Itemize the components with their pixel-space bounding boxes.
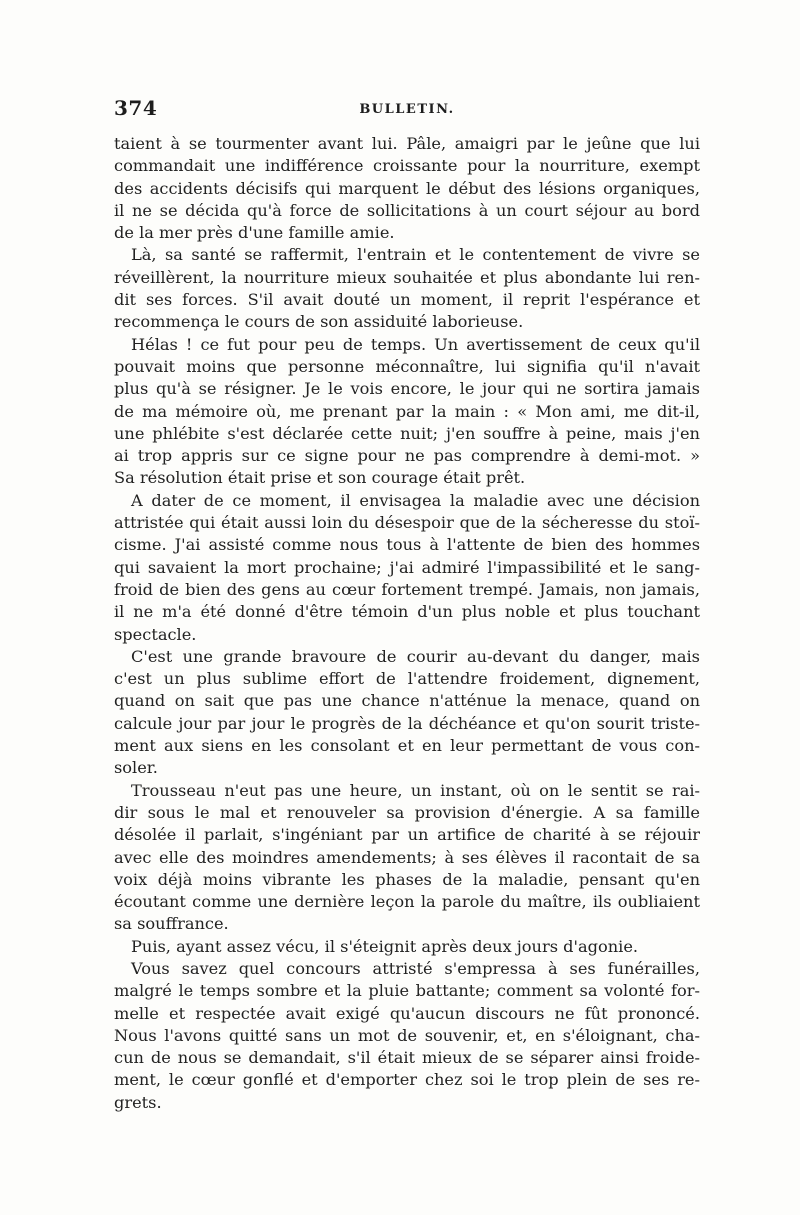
paragraph: [114, 133, 700, 244]
text-line: melle et respectée avait exigé qu'aucun discours ne fût prononcé.: [114, 1003, 700, 1023]
text-line: dir sous le mal et renouveler sa provision d'énergie. A sa famille: [114, 802, 700, 822]
text-line: cisme. J'ai assisté comme nous tous à l'attente de bien des hommes: [114, 535, 700, 555]
text-line: Vous savez quel concours attristé s'empressa à ses funérailles,: [131, 958, 700, 978]
paragraph: [114, 334, 700, 490]
paragraph: [114, 646, 700, 780]
text-line: Trousseau n'eut pas une heure, un instant, où on le sentit se rai-: [131, 780, 700, 800]
text-line: froid de bien des gens au cœur fortement trempé. Jamais, non jamais,: [114, 579, 700, 599]
text-line: Nous l'avons quitté sans un mot de souvenir, et, en s'éloignant, cha-: [114, 1025, 700, 1045]
text-line: une phlébite s'est déclarée cette nuit; j'en souffre à peine, mais j'en: [114, 423, 700, 443]
paragraph: [114, 490, 700, 646]
text-line: taient à se tourmenter avant lui. Pâle, amaigri par le jeûne que lui: [114, 134, 700, 153]
paragraph: [114, 936, 700, 958]
text-line: désolée il parlait, s'ingéniant par un artifice de charité à se réjouir: [114, 825, 700, 845]
text-line: réveillèrent, la nourriture mieux souhaitée et plus abondante lui ren-: [114, 267, 700, 287]
text-line: ai trop appris sur ce signe pour ne pas comprendre à demi-mot. »: [114, 446, 700, 466]
running-title: BULLETIN.: [359, 102, 455, 117]
text-line: qui savaient la mort prochaine; j'ai admiré l'impassibilité et le sang-: [114, 557, 700, 577]
text-line: C'est une grande bravoure de courir au-devant du danger, mais: [131, 646, 700, 666]
text-line: cun de nous se demandait, s'il était mieux de se séparer ainsi froide-: [114, 1048, 700, 1068]
body-text: [114, 133, 700, 1114]
text-line: des accidents décisifs qui marquent le début des lésions organiques,: [114, 178, 700, 198]
text-line: dit ses forces. S'il avait douté un moment, il reprit l'espérance et: [114, 290, 700, 310]
page-number: 374: [114, 96, 158, 120]
text-line: commandait une indifférence croissante pour la nourriture, exempt: [114, 156, 700, 176]
text-line: de la mer près d'une famille amie.: [114, 223, 395, 243]
paragraph: [114, 244, 700, 333]
text-line: avec elle des moindres amendements; à ses élèves il racontait de sa: [114, 847, 700, 867]
paragraph: [114, 780, 700, 936]
text-line: il ne se décida qu'à force de sollicitations à un court séjour au bord: [114, 200, 700, 220]
text-line: Là, sa santé se raffermit, l'entrain et le contentement de vivre se: [131, 245, 700, 265]
text-line: Hélas ! ce fut pour peu de temps. Un avertissement de ceux qu'il: [131, 334, 700, 354]
page-header: [114, 96, 700, 126]
text-line: spectacle.: [114, 624, 197, 644]
text-line: c'est un plus sublime effort de l'attendre froidement, dignement,: [114, 669, 700, 689]
text-line: grets.: [114, 1092, 162, 1112]
text-line: il ne m'a été donné d'être témoin d'un plus noble et plus touchant: [114, 602, 700, 622]
text-line: Puis, ayant assez vécu, il s'éteignit après deux jours d'agonie.: [131, 936, 639, 956]
text-line: recommença le cours de son assiduité laborieuse.: [114, 312, 524, 332]
text-line: sa souffrance.: [114, 914, 229, 934]
text-line: attristée qui était aussi loin du désespoir que de la sécheresse du stoï-: [114, 513, 700, 533]
text-line: A dater de ce moment, il envisagea la maladie avec une décision: [131, 490, 700, 510]
text-line: ment, le cœur gonflé et d'emporter chez soi le trop plein de ses re-: [114, 1070, 700, 1090]
text-line: soler.: [114, 758, 158, 778]
text-line: malgré le temps sombre et la pluie battante; comment sa volonté for-: [114, 981, 700, 1001]
text-line: ment aux siens en les consolant et en leur permettant de vous con-: [114, 736, 700, 756]
text-line: Sa résolution était prise et son courage était prêt.: [114, 468, 526, 488]
paragraph: [114, 958, 700, 1114]
text-line: calcule jour par jour le progrès de la déchéance et qu'on sourit triste-: [114, 713, 700, 733]
text-line: quand on sait que pas une chance n'atténue la menace, quand on: [114, 691, 700, 711]
text-line: écoutant comme une dernière leçon la parole du maître, ils oubliaient: [114, 892, 700, 912]
text-line: pouvait moins que personne méconnaître, lui signifia qu'il n'avait: [114, 356, 700, 376]
text-line: plus qu'à se résigner. Je le vois encore, le jour qui ne sortira jamais: [114, 379, 700, 399]
text-line: voix déjà moins vibrante les phases de la maladie, pensant qu'en: [114, 869, 700, 889]
text-line: de ma mémoire où, me prenant par la main : « Mon ami, me dit-il,: [114, 401, 700, 421]
